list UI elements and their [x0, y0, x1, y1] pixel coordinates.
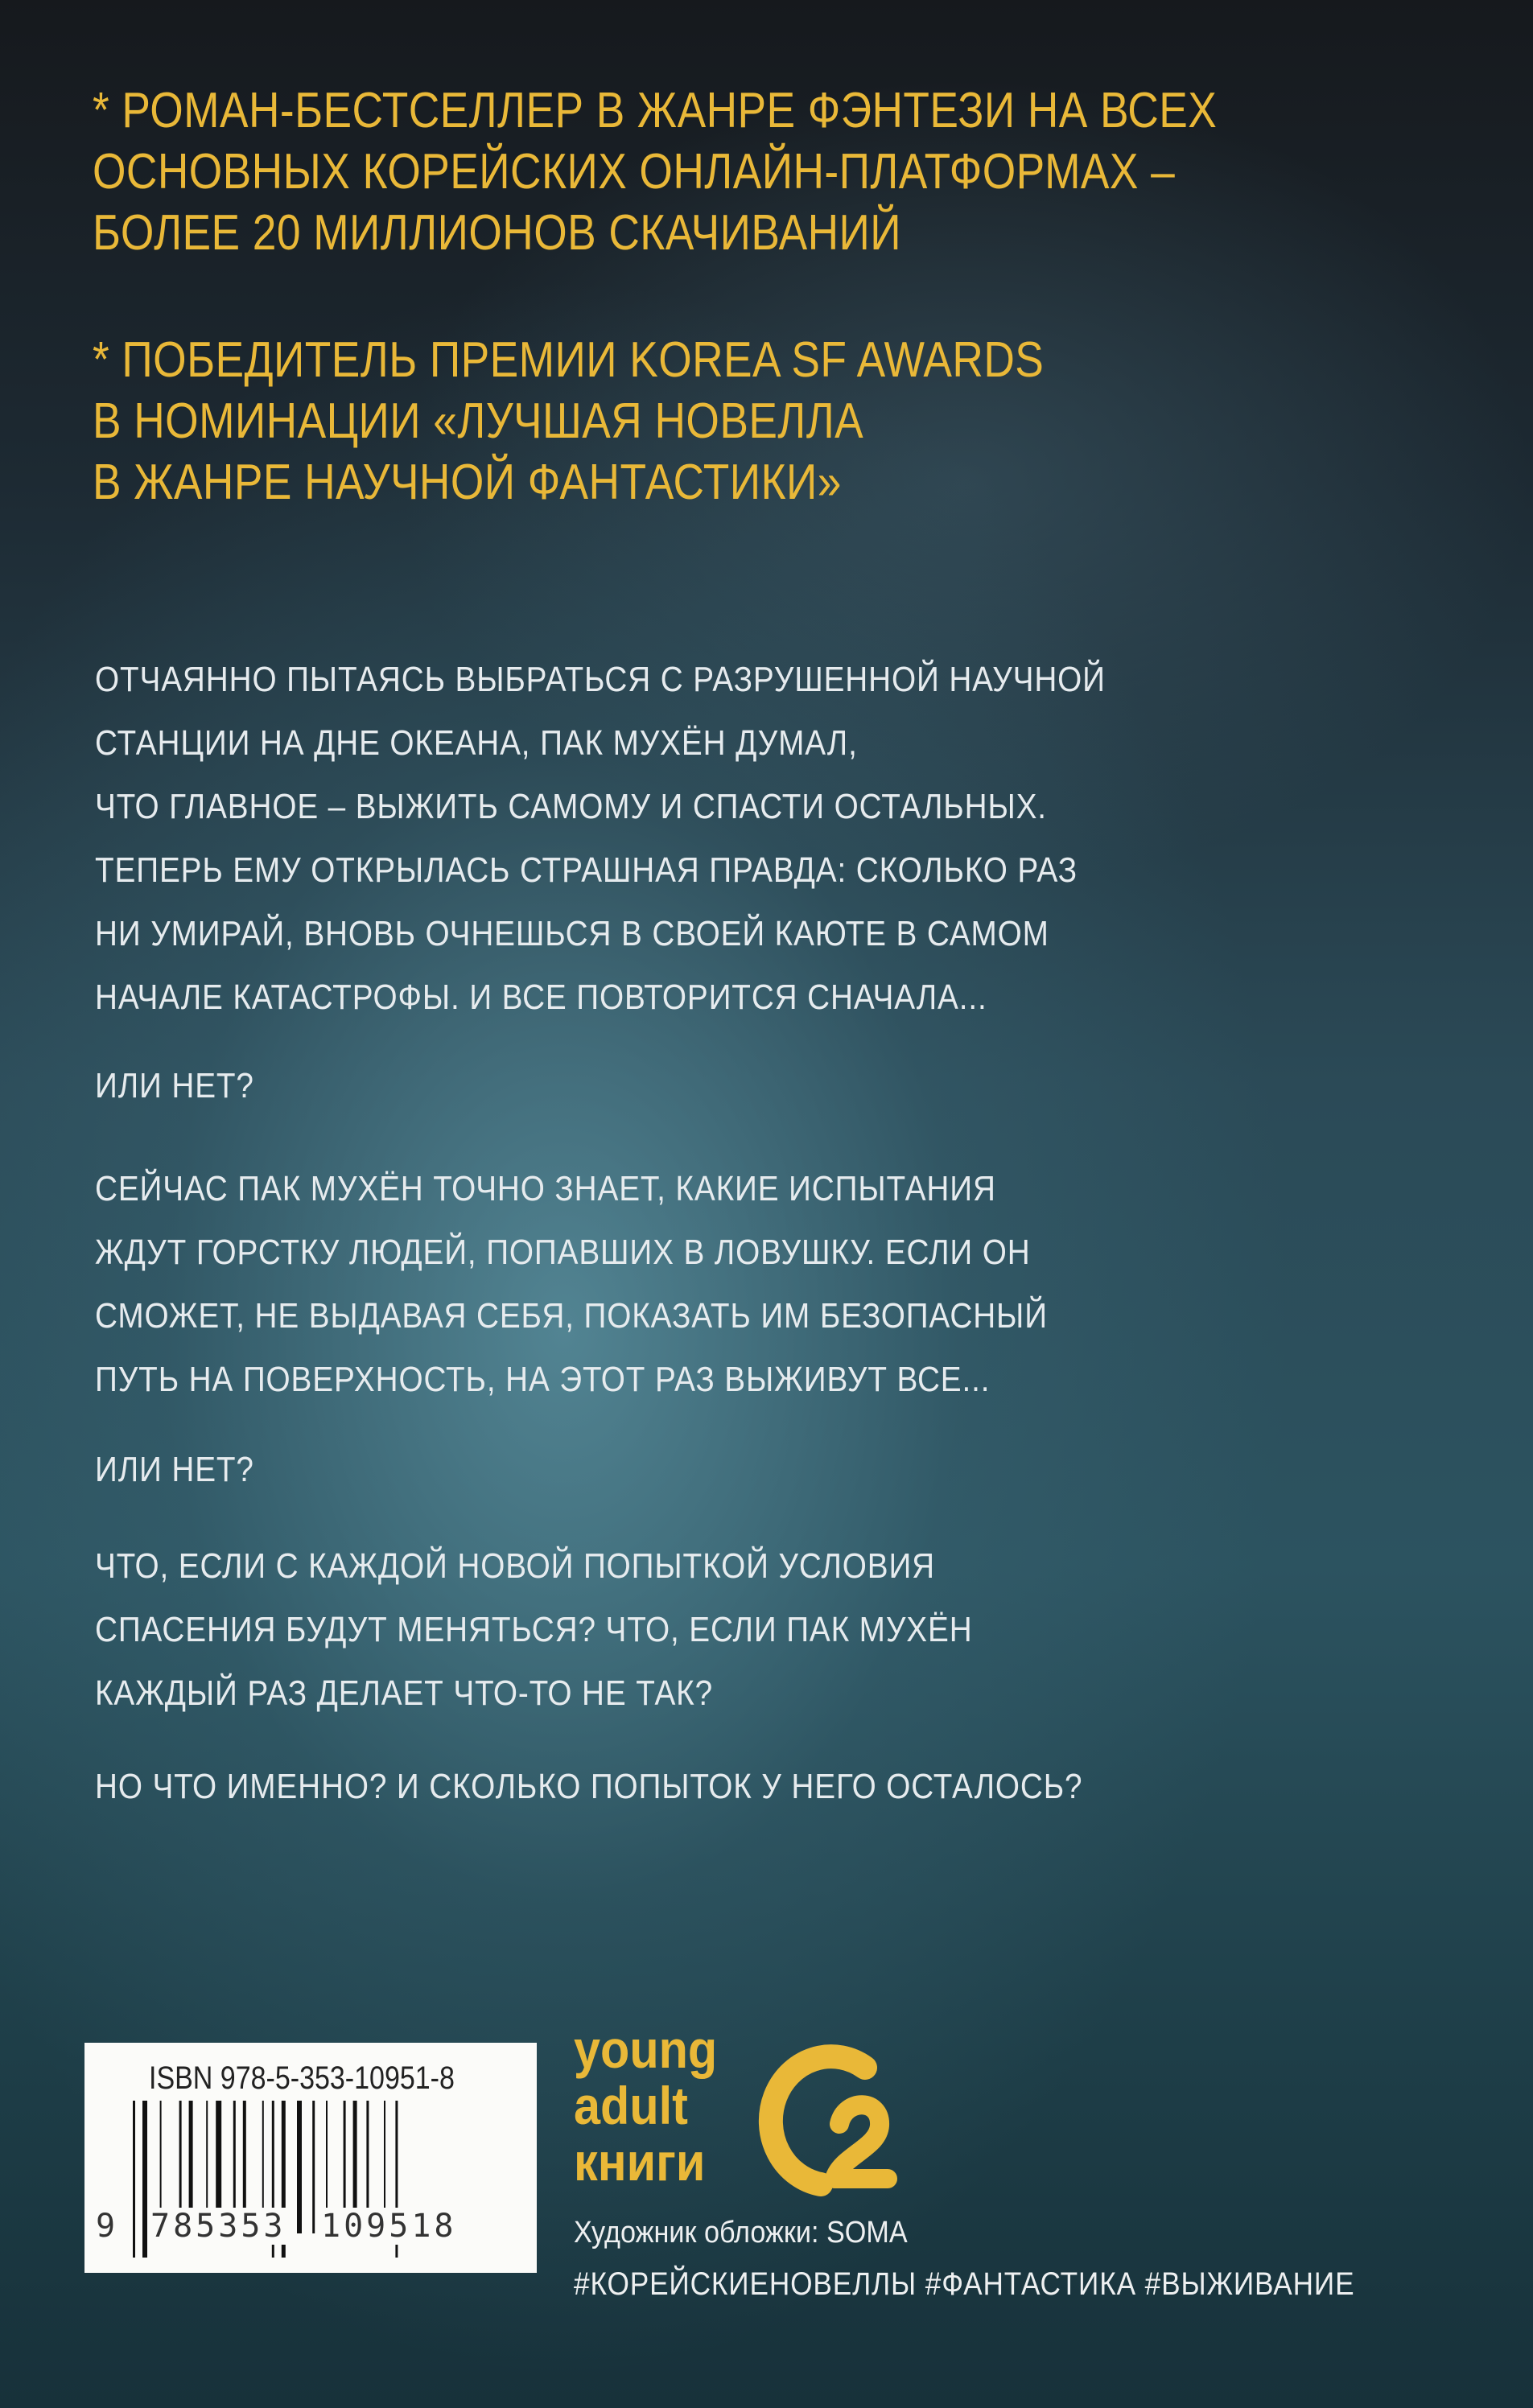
blurb-line: СПАСЕНИЯ БУДУТ МЕНЯТЬСЯ? ЧТО, ЕСЛИ ПАК МУХЁН: [95, 1610, 973, 1649]
blurb-line: СТАНЦИИ НА ДНЕ ОКЕАНА, ПАК МУХЁН ДУМАЛ,: [95, 723, 858, 763]
blurb-line: ЧТО, ЕСЛИ С КАЖДОЙ НОВОЙ ПОПЫТКОЙ УСЛОВИЯ: [95, 1546, 935, 1586]
blurb-paragraph: [95, 1755, 1082, 1818]
barcode-digits-left: 785353: [147, 2208, 290, 2245]
blurb-paragraph: [95, 1054, 254, 1118]
highlight-line: В НОМИНАЦИИ «ЛУЧШАЯ НОВЕЛЛА: [93, 393, 864, 449]
barcode-digits-right: 109518: [318, 2208, 460, 2245]
blurb-line: ОТЧАЯННО ПЫТАЯСЬ ВЫБРАТЬСЯ С РАЗРУШЕННОЙ НАУЧНОЙ: [95, 660, 1106, 699]
blurb-line: ИЛИ НЕТ?: [95, 1450, 254, 1489]
publisher-logo-text: [574, 2021, 717, 2190]
barcode-bar: [297, 2101, 302, 2233]
barcode-bar: [133, 2101, 135, 2258]
logo-line: young: [574, 2019, 718, 2079]
blurb-paragraph: [95, 1157, 1048, 1399]
blurb-line: ТЕПЕРЬ ЕМУ ОТКРЫЛАСЬ СТРАШНАЯ ПРАВДА: СКОЛЬКО РАЗ: [95, 850, 1078, 890]
cover-artist-credit: Художник обложки: SOMA: [574, 2216, 908, 2250]
blurb-paragraph: [95, 648, 1106, 1017]
blurb-line: НАЧАЛЕ КАТАСТРОФЫ. И ВСЕ ПОВТОРИТСЯ СНАЧАЛА...: [95, 978, 987, 1017]
highlight-line: БОЛЕЕ 20 МИЛЛИОНОВ СКАЧИВАНИЙ: [93, 205, 902, 261]
isbn-label: ISBN 978-5-353-10951-8: [149, 2060, 455, 2096]
highlight-line: * РОМАН-БЕСТСЕЛЛЕР В ЖАНРЕ ФЭНТЕЗИ НА ВСЕХ: [93, 83, 1218, 138]
highlight-award: [93, 330, 1044, 513]
highlight-bestseller: [93, 80, 1217, 264]
blurb-paragraph: [95, 1438, 254, 1501]
highlight-line: В ЖАНРЕ НАУЧНОЙ ФАНТАСТИКИ»: [93, 455, 842, 510]
blurb-line: ИЛИ НЕТ?: [95, 1066, 254, 1105]
blurb-line: НИ УМИРАЙ, ВНОВЬ ОЧНЕШЬСЯ В СВОЕЙ КАЮТЕ В САМОМ: [95, 914, 1049, 953]
logo-line: книги: [574, 2132, 706, 2192]
blurb-line: ЖДУТ ГОРСТКУ ЛЮДЕЙ, ПОПАВШИХ В ЛОВУШКУ. ЕСЛИ ОН: [95, 1233, 1031, 1272]
blurb-paragraph: [95, 1534, 973, 1713]
blurb-line: КАЖДЫЙ РАЗ ДЕЛАЕТ ЧТО-ТО НЕ ТАК?: [95, 1673, 714, 1713]
logo-line: adult: [574, 2076, 688, 2135]
barcode-digit-first: 9: [96, 2208, 119, 2245]
highlight-line: * ПОБЕДИТЕЛЬ ПРЕМИИ KOREA SF AWARDS: [93, 332, 1045, 388]
barcode-panel: [84, 2043, 537, 2273]
o2-logo-icon: [744, 2035, 905, 2196]
blurb-line: СЕЙЧАС ПАК МУХЁН ТОЧНО ЗНАЕТ, КАКИЕ ИСПЫТАНИЯ: [95, 1169, 996, 1208]
barcode-bar: [312, 2101, 315, 2233]
blurb-line: НО ЧТО ИМЕННО? И СКОЛЬКО ПОПЫТОК У НЕГО ОСТАЛОСЬ?: [95, 1767, 1083, 1806]
highlight-line: ОСНОВНЫХ КОРЕЙСКИХ ОНЛАЙН-ПЛАТФОРМАХ –: [93, 144, 1176, 200]
hashtags: #КОРЕЙСКИЕНОВЕЛЛЫ #ФАНТАСТИКА #ВЫЖИВАНИЕ: [574, 2266, 1355, 2302]
blurb-line: ПУТЬ НА ПОВЕРХНОСТЬ, НА ЭТОТ РАЗ ВЫЖИВУТ ВСЕ...: [95, 1360, 991, 1399]
blurb-line: ЧТО ГЛАВНОЕ – ВЫЖИТЬ САМОМУ И СПАСТИ ОСТАЛЬНЫХ.: [95, 787, 1047, 826]
blurb-line: СМОЖЕТ, НЕ ВЫДАВАЯ СЕБЯ, ПОКАЗАТЬ ИМ БЕЗОПАСНЫЙ: [95, 1296, 1048, 1336]
